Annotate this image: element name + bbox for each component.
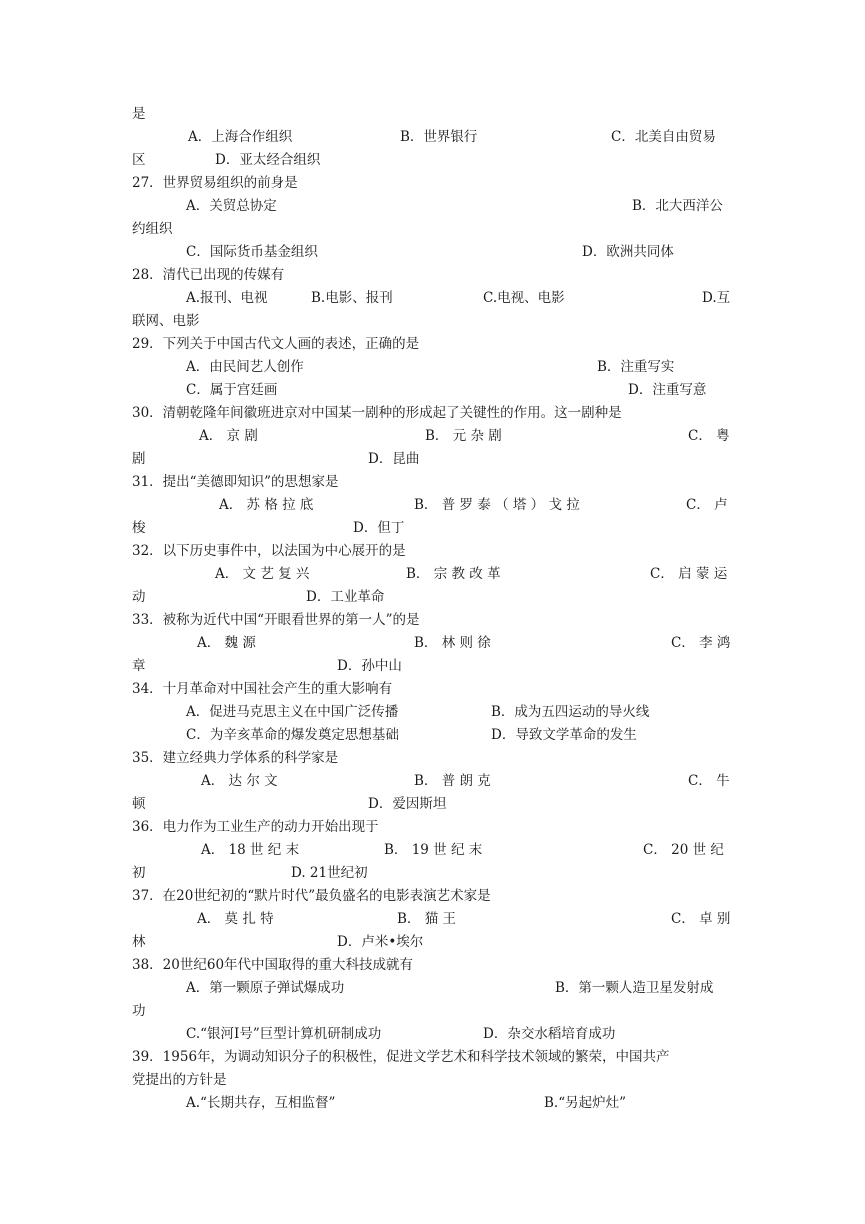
option-b: B.电影、报刊: [311, 290, 393, 306]
question-33-options-row-2: [0, 656, 865, 676]
question-34-options-row-2: [0, 725, 865, 745]
option-a: A． 文 艺 复 兴: [215, 566, 310, 582]
option-a: A．关贸总协定: [186, 198, 277, 214]
question-39-options-row: [0, 1093, 865, 1113]
option-c: C． 20 世 纪: [643, 842, 724, 858]
option-d: D．欧洲共同体: [582, 244, 674, 260]
option-c: C．北美自由贸易: [611, 129, 716, 145]
question-text: 33．被称为近代中国“开眼看世界的第一人”的是: [132, 612, 420, 628]
question-text: 28．清代已出现的传媒有: [132, 267, 285, 283]
question-29-options-row: [0, 357, 865, 377]
option-a: A．上海合作组织: [188, 129, 293, 145]
option-b-tail: 约组织: [132, 221, 173, 237]
question-31-stem: [0, 472, 865, 492]
option-a: A． 苏 格 拉 底: [219, 497, 314, 513]
option-d: D．杂交水稻培育成功: [483, 1026, 616, 1042]
question-29-options-row-2: [0, 380, 865, 400]
option-d: D．但丁: [353, 520, 405, 536]
question-text-tail: 党提出的方针是: [132, 1072, 227, 1088]
question-39-stem-tail: [0, 1070, 865, 1090]
option-a: A． 达 尔 文: [201, 773, 278, 789]
option-c: C．属于宫廷画: [186, 382, 278, 398]
question-37-options-row: [0, 909, 865, 929]
option-a: A． 莫 扎 特: [197, 911, 274, 927]
option-d-tail: 联网、电影: [132, 313, 200, 329]
option-c: C． 卓 别: [671, 911, 731, 927]
question-text: 32．以下历史事件中，以法国为中心展开的是: [132, 543, 406, 559]
question-text: 36．电力作为工业生产的动力开始出现于: [132, 819, 379, 835]
question-38-options-row-2: [0, 1001, 865, 1021]
question-32-stem: [0, 541, 865, 561]
option-a: A． 魏 源: [197, 635, 256, 651]
option-b: B．世界银行: [400, 129, 478, 145]
option-b: B.“另起炉灶”: [544, 1095, 627, 1111]
question-39-stem: [0, 1047, 865, 1067]
question-38-options-row: [0, 978, 865, 998]
option-b: B． 林 则 徐: [414, 635, 491, 651]
option-d: D．导致文学革命的发生: [491, 727, 637, 743]
question-31-options-row: [0, 495, 865, 515]
option-a: A． 京 剧: [199, 428, 258, 444]
option-d: D．卢米•埃尔: [337, 934, 424, 950]
option-d: D.互: [702, 290, 731, 306]
option-d: D．亚太经合组织: [215, 152, 321, 168]
option-a: A．由民间艺人创作: [186, 359, 304, 375]
option-b-tail: 功: [132, 1003, 146, 1019]
question-33-options-row: [0, 633, 865, 653]
question-28-stem: [0, 265, 865, 285]
question-37-stem: [0, 886, 865, 906]
question-38-stem: [0, 955, 865, 975]
question-29-stem: [0, 334, 865, 354]
option-b: B． 19 世 纪 末: [384, 842, 483, 858]
question-26-stem-tail: [0, 104, 865, 124]
option-d: D．爱因斯坦: [368, 796, 447, 812]
question-text: 35．建立经典力学体系的科学家是: [132, 750, 339, 766]
option-a: A.“长期共存，互相监督”: [186, 1095, 336, 1111]
option-c-tail: 梭: [132, 520, 146, 536]
question-text: 30．清朝乾隆年间徽班进京对中国某一剧种的形成起了关键性的作用。这一剧种是: [132, 405, 622, 421]
question-30-options-row: [0, 426, 865, 446]
question-33-stem: [0, 610, 865, 630]
option-c: C.“银河Ⅰ号”巨型计算机研制成功: [186, 1026, 382, 1042]
option-a: A．促进马克思主义在中国广泛传播: [186, 704, 399, 720]
question-text: 是: [132, 106, 146, 122]
question-32-options-row-2: [0, 587, 865, 607]
option-d: D. 21世纪初: [291, 865, 368, 881]
option-d: D．工业革命: [306, 589, 385, 605]
option-b: B．注重写实: [597, 359, 675, 375]
question-text: 29．下列关于中国古代文人画的表述，正确的是: [132, 336, 420, 352]
question-34-stem: [0, 679, 865, 699]
option-c: C． 牛: [688, 773, 730, 789]
question-36-options-row-2: [0, 863, 865, 883]
question-37-options-row-2: [0, 932, 865, 952]
question-text: 31．提出“美德即知识”的思想家是: [132, 474, 339, 490]
option-c-tail: 林: [132, 934, 146, 950]
option-b: B．成为五四运动的导火线: [491, 704, 650, 720]
question-35-options-row: [0, 771, 865, 791]
option-c-tail: 剧: [132, 451, 146, 467]
option-c: C．为辛亥革命的爆发奠定思想基础: [186, 727, 399, 743]
question-30-options-row-2: [0, 449, 865, 469]
option-a: A．第一颗原子弹试爆成功: [186, 980, 345, 996]
question-27-options-row: [0, 196, 865, 216]
option-b: B． 普 朗 克: [414, 773, 491, 789]
question-26-options-row: [0, 127, 865, 147]
question-31-options-row-2: [0, 518, 865, 538]
question-text: 27．世界贸易组织的前身是: [132, 175, 298, 191]
option-b: B． 宗 教 改 革: [406, 566, 501, 582]
question-36-stem: [0, 817, 865, 837]
option-c: C． 粤: [688, 428, 730, 444]
option-c: C．国际货币基金组织: [186, 244, 318, 260]
question-38-options-row-3: [0, 1024, 865, 1044]
option-c: C． 卢: [686, 497, 728, 513]
option-a: A． 18 世 纪 末: [201, 842, 300, 858]
option-a: A.报刊、电视: [186, 290, 268, 306]
option-b: B． 猫 王: [397, 911, 457, 927]
question-36-options-row: [0, 840, 865, 860]
question-35-stem: [0, 748, 865, 768]
option-b: B．北大西洋公: [632, 198, 723, 214]
question-27-stem: [0, 173, 865, 193]
option-c: C.电视、电影: [483, 290, 565, 306]
question-26-options-row-2: [0, 150, 865, 170]
question-text: 37．在20世纪初的“默片时代”最负盛名的电影表演艺术家是: [132, 888, 491, 904]
option-c: C． 启 蒙 运: [650, 566, 728, 582]
option-c: C． 李 鸿: [671, 635, 731, 651]
option-d: D．注重写意: [628, 382, 707, 398]
option-b: B． 元 杂 剧: [425, 428, 502, 444]
option-c-tail: 章: [132, 658, 146, 674]
question-32-options-row: [0, 564, 865, 584]
option-b: B． 普 罗 泰 （ 塔 ） 戈 拉: [414, 497, 580, 513]
question-28-options-row: [0, 288, 865, 308]
question-34-options-row: [0, 702, 865, 722]
question-text: 39．1956年，为调动知识分子的积极性，促进文学艺术和科学技术领域的繁荣，中国共产: [132, 1049, 670, 1065]
option-c-tail: 顿: [132, 796, 146, 812]
question-30-stem: [0, 403, 865, 423]
option-d: D．孙中山: [337, 658, 402, 674]
option-d: D．昆曲: [368, 451, 420, 467]
option-c-tail: 初: [132, 865, 146, 881]
option-b: B．第一颗人造卫星发射成: [555, 980, 714, 996]
question-35-options-row-2: [0, 794, 865, 814]
question-27-options-row-3: [0, 242, 865, 262]
question-text: 38．20世纪60年代中国取得的重大科技成就有: [132, 957, 414, 973]
question-27-options-row-2: [0, 219, 865, 239]
question-28-options-row-2: [0, 311, 865, 331]
option-c-tail: 动: [132, 589, 146, 605]
question-text: 34．十月革命对中国社会产生的重大影响有: [132, 681, 393, 697]
option-c-tail: 区: [132, 152, 146, 168]
